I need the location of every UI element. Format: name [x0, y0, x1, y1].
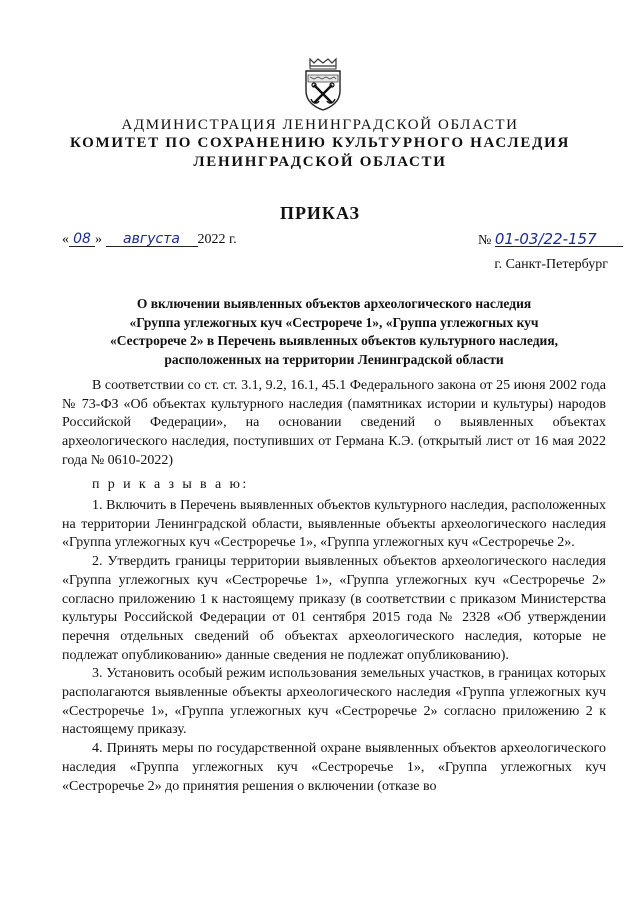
title-line: «Сестрорече 2» в Перечень выявленных объектов культурного наследия,	[109, 333, 559, 349]
date-year: 2022 г.	[197, 232, 237, 247]
order-number-value: 01-03/22-157	[495, 232, 623, 247]
prikazyvayu-label: п р и к а з ы в а ю:	[92, 477, 249, 492]
list-item: 2. Утвердить границы территории выявленных объектов археологического наследия «Группа углежогных куч «Сестроречье 1», «Группа углежогных куч «Сестроречье 2» согласно приложению 1 к настоящему приказу (в соответствии с приказом Министерства культуры Российской Федерации от 01 сентября 2015 года № 2328 «Об утверждении перечня отдельных сведений об объектах археологического наследия, которые не подлежат опубликованию» данные сведения не подлежат опубликованию).	[62, 554, 606, 663]
committee-name-line1: КОМИТЕТ ПО СОХРАНЕНИЮ КУЛЬТУРНОГО НАСЛЕДИЯ	[69, 135, 570, 151]
document-title	[62, 295, 606, 369]
date-month: августа	[106, 232, 198, 247]
order-number: № 01-03/22-157	[478, 232, 623, 249]
administration-name: АДМИНИСТРАЦИЯ ЛЕНИНГРАДСКОЙ ОБЛАСТИ	[121, 117, 519, 133]
document-heading: ПРИКАЗ	[279, 203, 361, 223]
title-line: «Группа углежогных куч «Сестрорече 1», «Группа углежогных куч	[129, 314, 539, 330]
order-items	[62, 497, 606, 796]
title-line: О включении выявленных объектов археологического наследия	[136, 296, 532, 311]
date-day: 08	[69, 232, 95, 247]
list-item: 3. Установить особый режим использования земельных участков, в границах которых располагаются выявленные объекты археологического наследия «Группа углежогных куч «Сестроречье 1», «Группа углежогных куч «Сестроречье 2» согласно приложению 2 к настоящему приказу.	[62, 666, 606, 738]
preamble-text: В соответствии со ст. ст. 3.1, 9.2, 16.1, 45.1 Федерального закона от 25 июня 2002 года № 73-ФЗ «Об объектах культурного наследия (памятниках истории и культуры) народов Российской Федерации», на основании сведений о выявленных объектах археологического наследия, поступивших от Германа К.Э. (открытый лист от 16 мая 2022 года № 0610-2022)	[62, 378, 606, 468]
issue-city: г. Санкт-Петербург	[494, 257, 608, 272]
order-date: « 08 » августа 2022 г.	[62, 231, 237, 247]
coat-of-arms-icon	[304, 57, 342, 111]
list-item: 1. Включить в Перечень выявленных объектов культурного наследия, расположенных на территории Ленинградской области, выявленные объекты археологического наследия «Группа углежогных куч «Сестроречье 1», «Группа углежогных куч «Сестроречье 2».	[62, 498, 606, 551]
preamble	[62, 377, 606, 471]
committee-name-line2: ЛЕНИНГРАДСКОЙ ОБЛАСТИ	[193, 154, 447, 170]
list-item: 4. Принять меры по государственной охране выявленных объектов археологического наследия «Группа углежогных куч «Сестроречье 1», «Группа углежогных куч «Сестроречье 2» до принятия решения о включении (отказе во	[62, 741, 606, 794]
title-line: расположенных на территории Ленинградской области	[164, 351, 504, 367]
